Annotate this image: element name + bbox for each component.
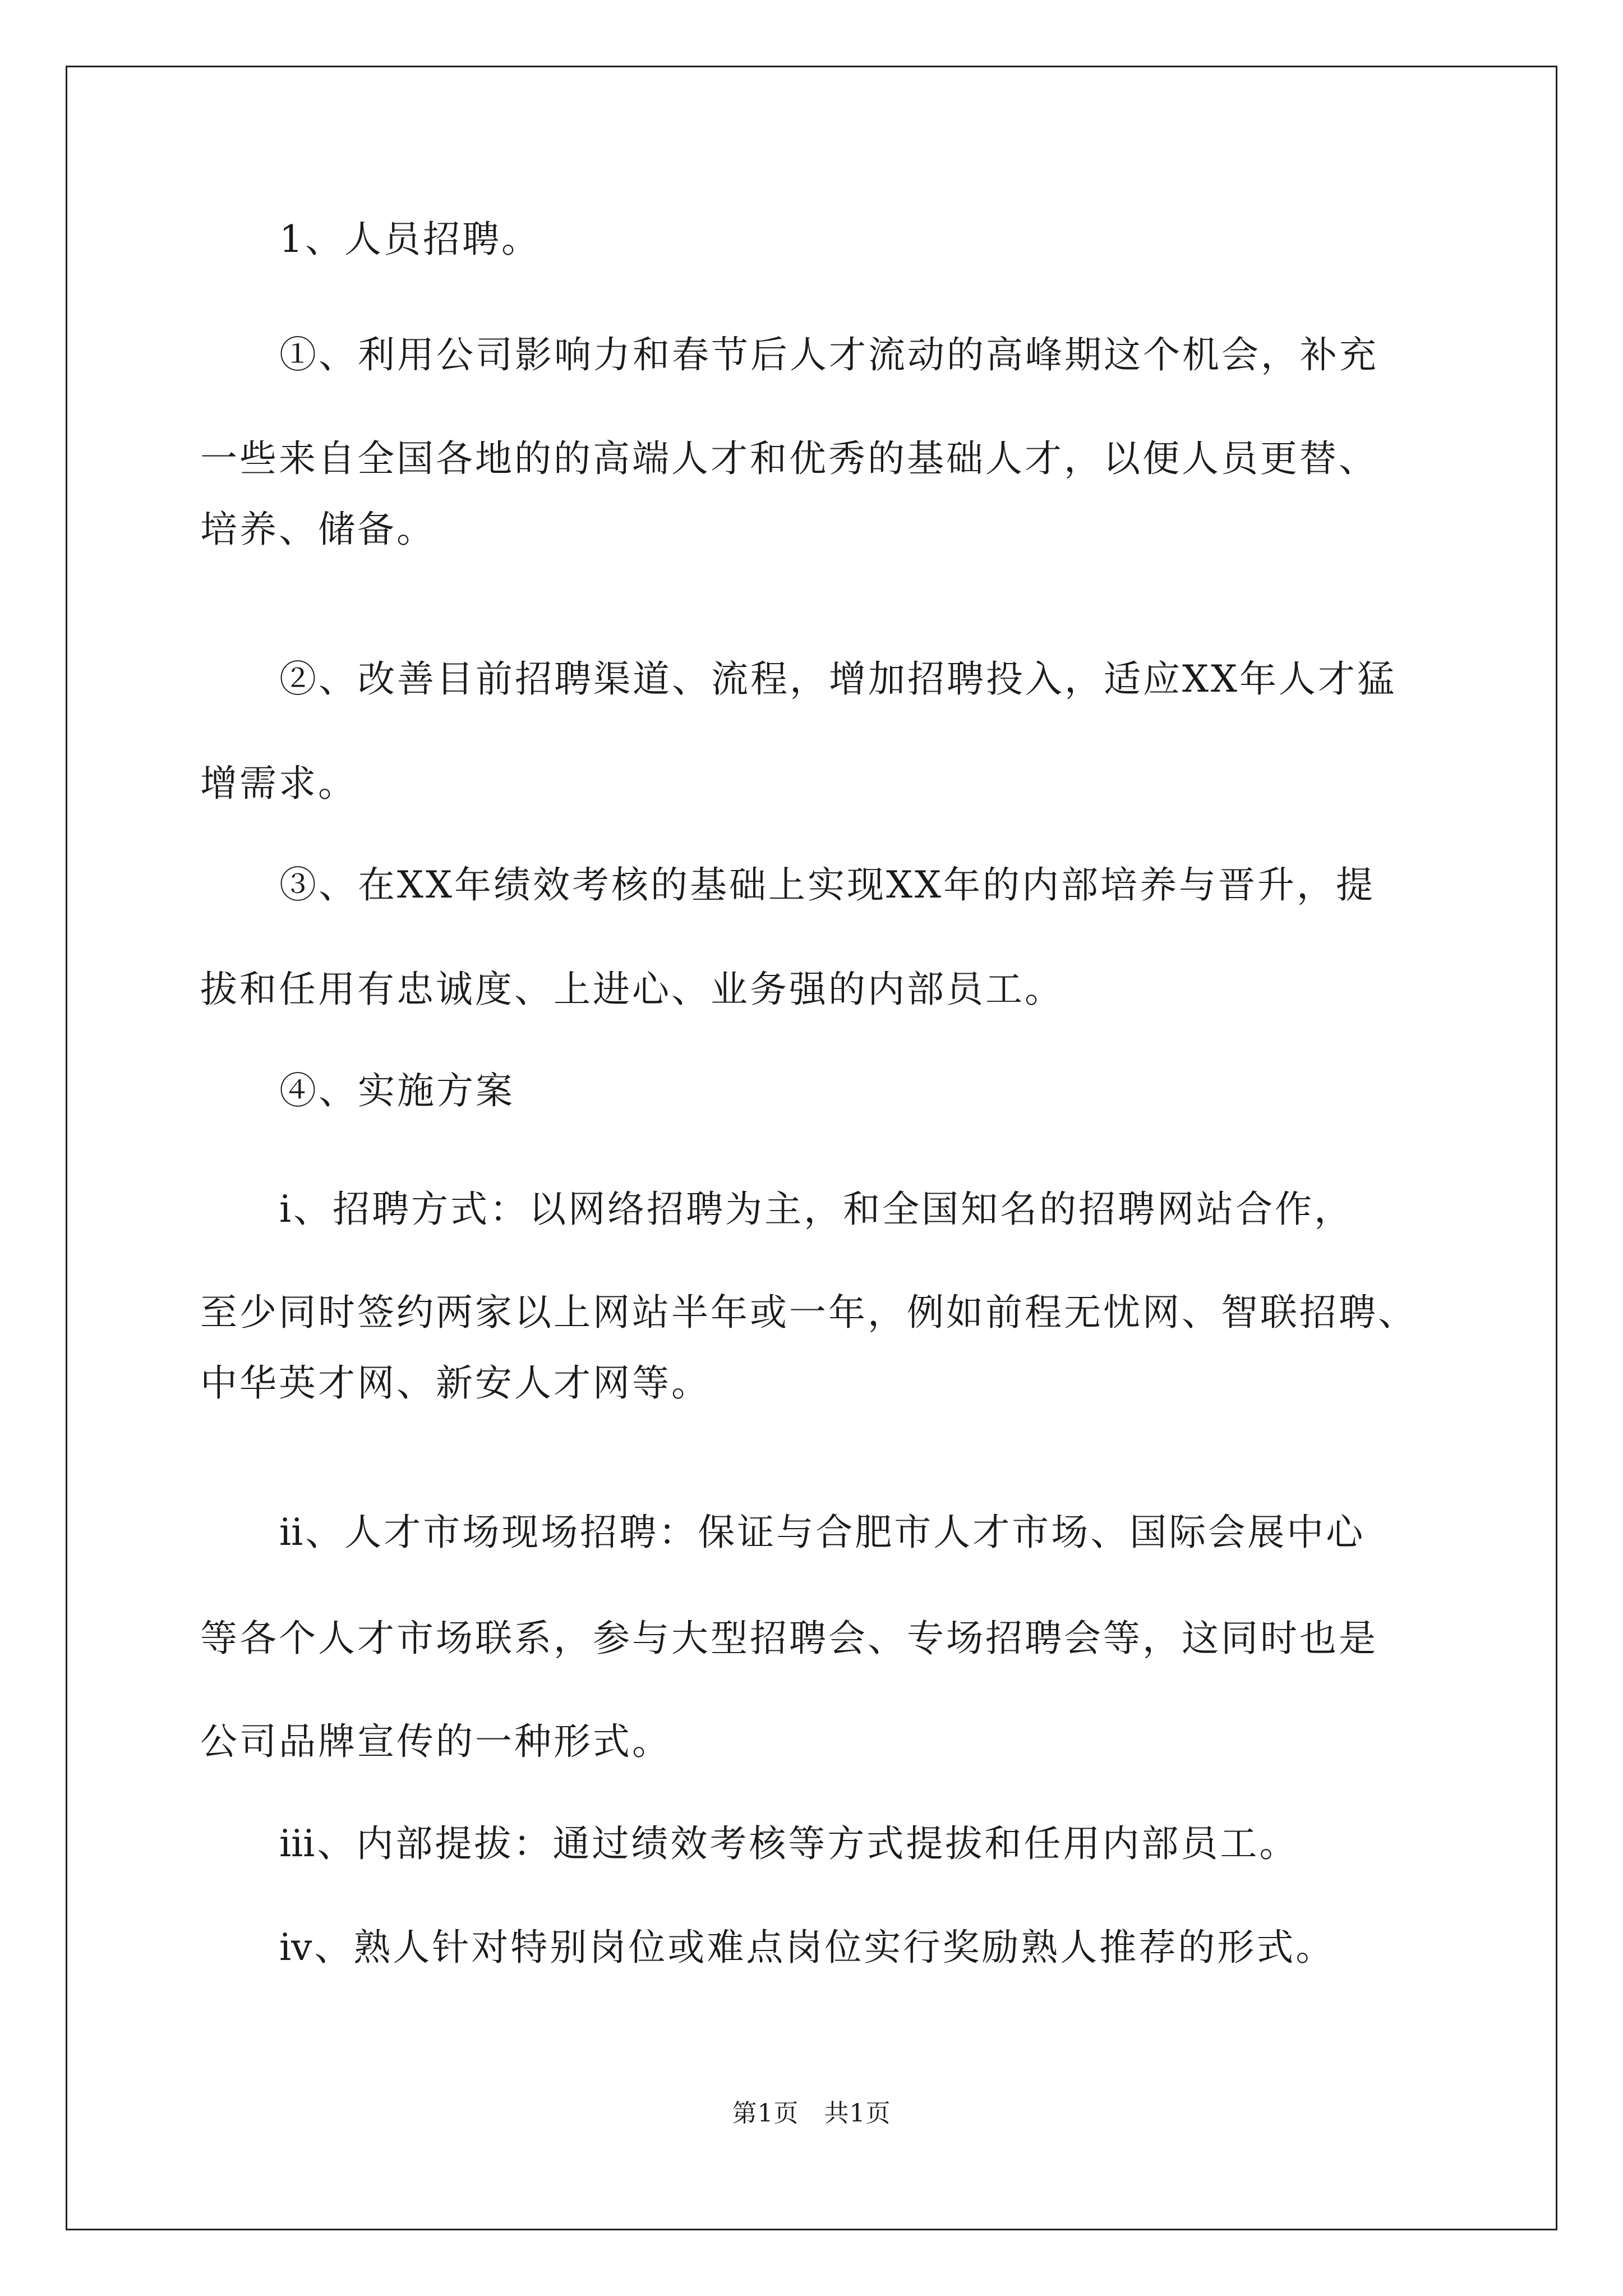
paragraph-line: 一些来自全国各地的的高端人才和优秀的基础人才，以便人员更替、 bbox=[200, 437, 1378, 480]
paragraph-line: 培养、储备。 bbox=[200, 508, 436, 551]
paragraph-line: ⅲ、内部提拔：通过绩效考核等方式提拔和任用内部员工。 bbox=[279, 1822, 1299, 1865]
page-border bbox=[66, 66, 1557, 2230]
paragraph-line: ②、改善目前招聘渠道、流程，增加招聘投入，适应XX年人才猛 bbox=[279, 657, 1396, 701]
paragraph-line: ⅰ、招聘方式：以网络招聘为主，和全国知名的招聘网站合作， bbox=[279, 1188, 1354, 1231]
paragraph-line: 公司品牌宣传的一种形式。 bbox=[200, 1720, 671, 1763]
paragraph-line: 增需求。 bbox=[200, 762, 357, 805]
paragraph-line: ⅱ、人才市场现场招聘：保证与合肥市人才市场、国际会展中心 bbox=[279, 1511, 1366, 1554]
paragraph-heading: 1、人员招聘。 bbox=[279, 218, 541, 261]
paragraph-line: 至少同时签约两家以上网站半年或一年，例如前程无忧网、智联招聘、 bbox=[200, 1291, 1417, 1334]
paragraph-line: ④、实施方案 bbox=[279, 1069, 515, 1112]
paragraph-line: 拔和任用有忠诚度、上进心、业务强的内部员工。 bbox=[200, 968, 1064, 1011]
paragraph-line: ③、在XX年绩效考核的基础上实现XX年的内部培养与晋升，提 bbox=[279, 863, 1375, 907]
page-number-footer: 第1页 共1页 bbox=[732, 2099, 891, 2128]
paragraph-line: ⅳ、熟人针对特别岗位或难点岗位实行奖励熟人推荐的形式。 bbox=[279, 1926, 1335, 1969]
paragraph-line: 等各个人才市场联系，参与大型招聘会、专场招聘会等，这同时也是 bbox=[200, 1617, 1378, 1660]
paragraph-line: ①、利用公司影响力和春节后人才流动的高峰期这个机会，补充 bbox=[279, 333, 1378, 376]
paragraph-line: 中华英才网、新安人才网等。 bbox=[200, 1361, 711, 1405]
